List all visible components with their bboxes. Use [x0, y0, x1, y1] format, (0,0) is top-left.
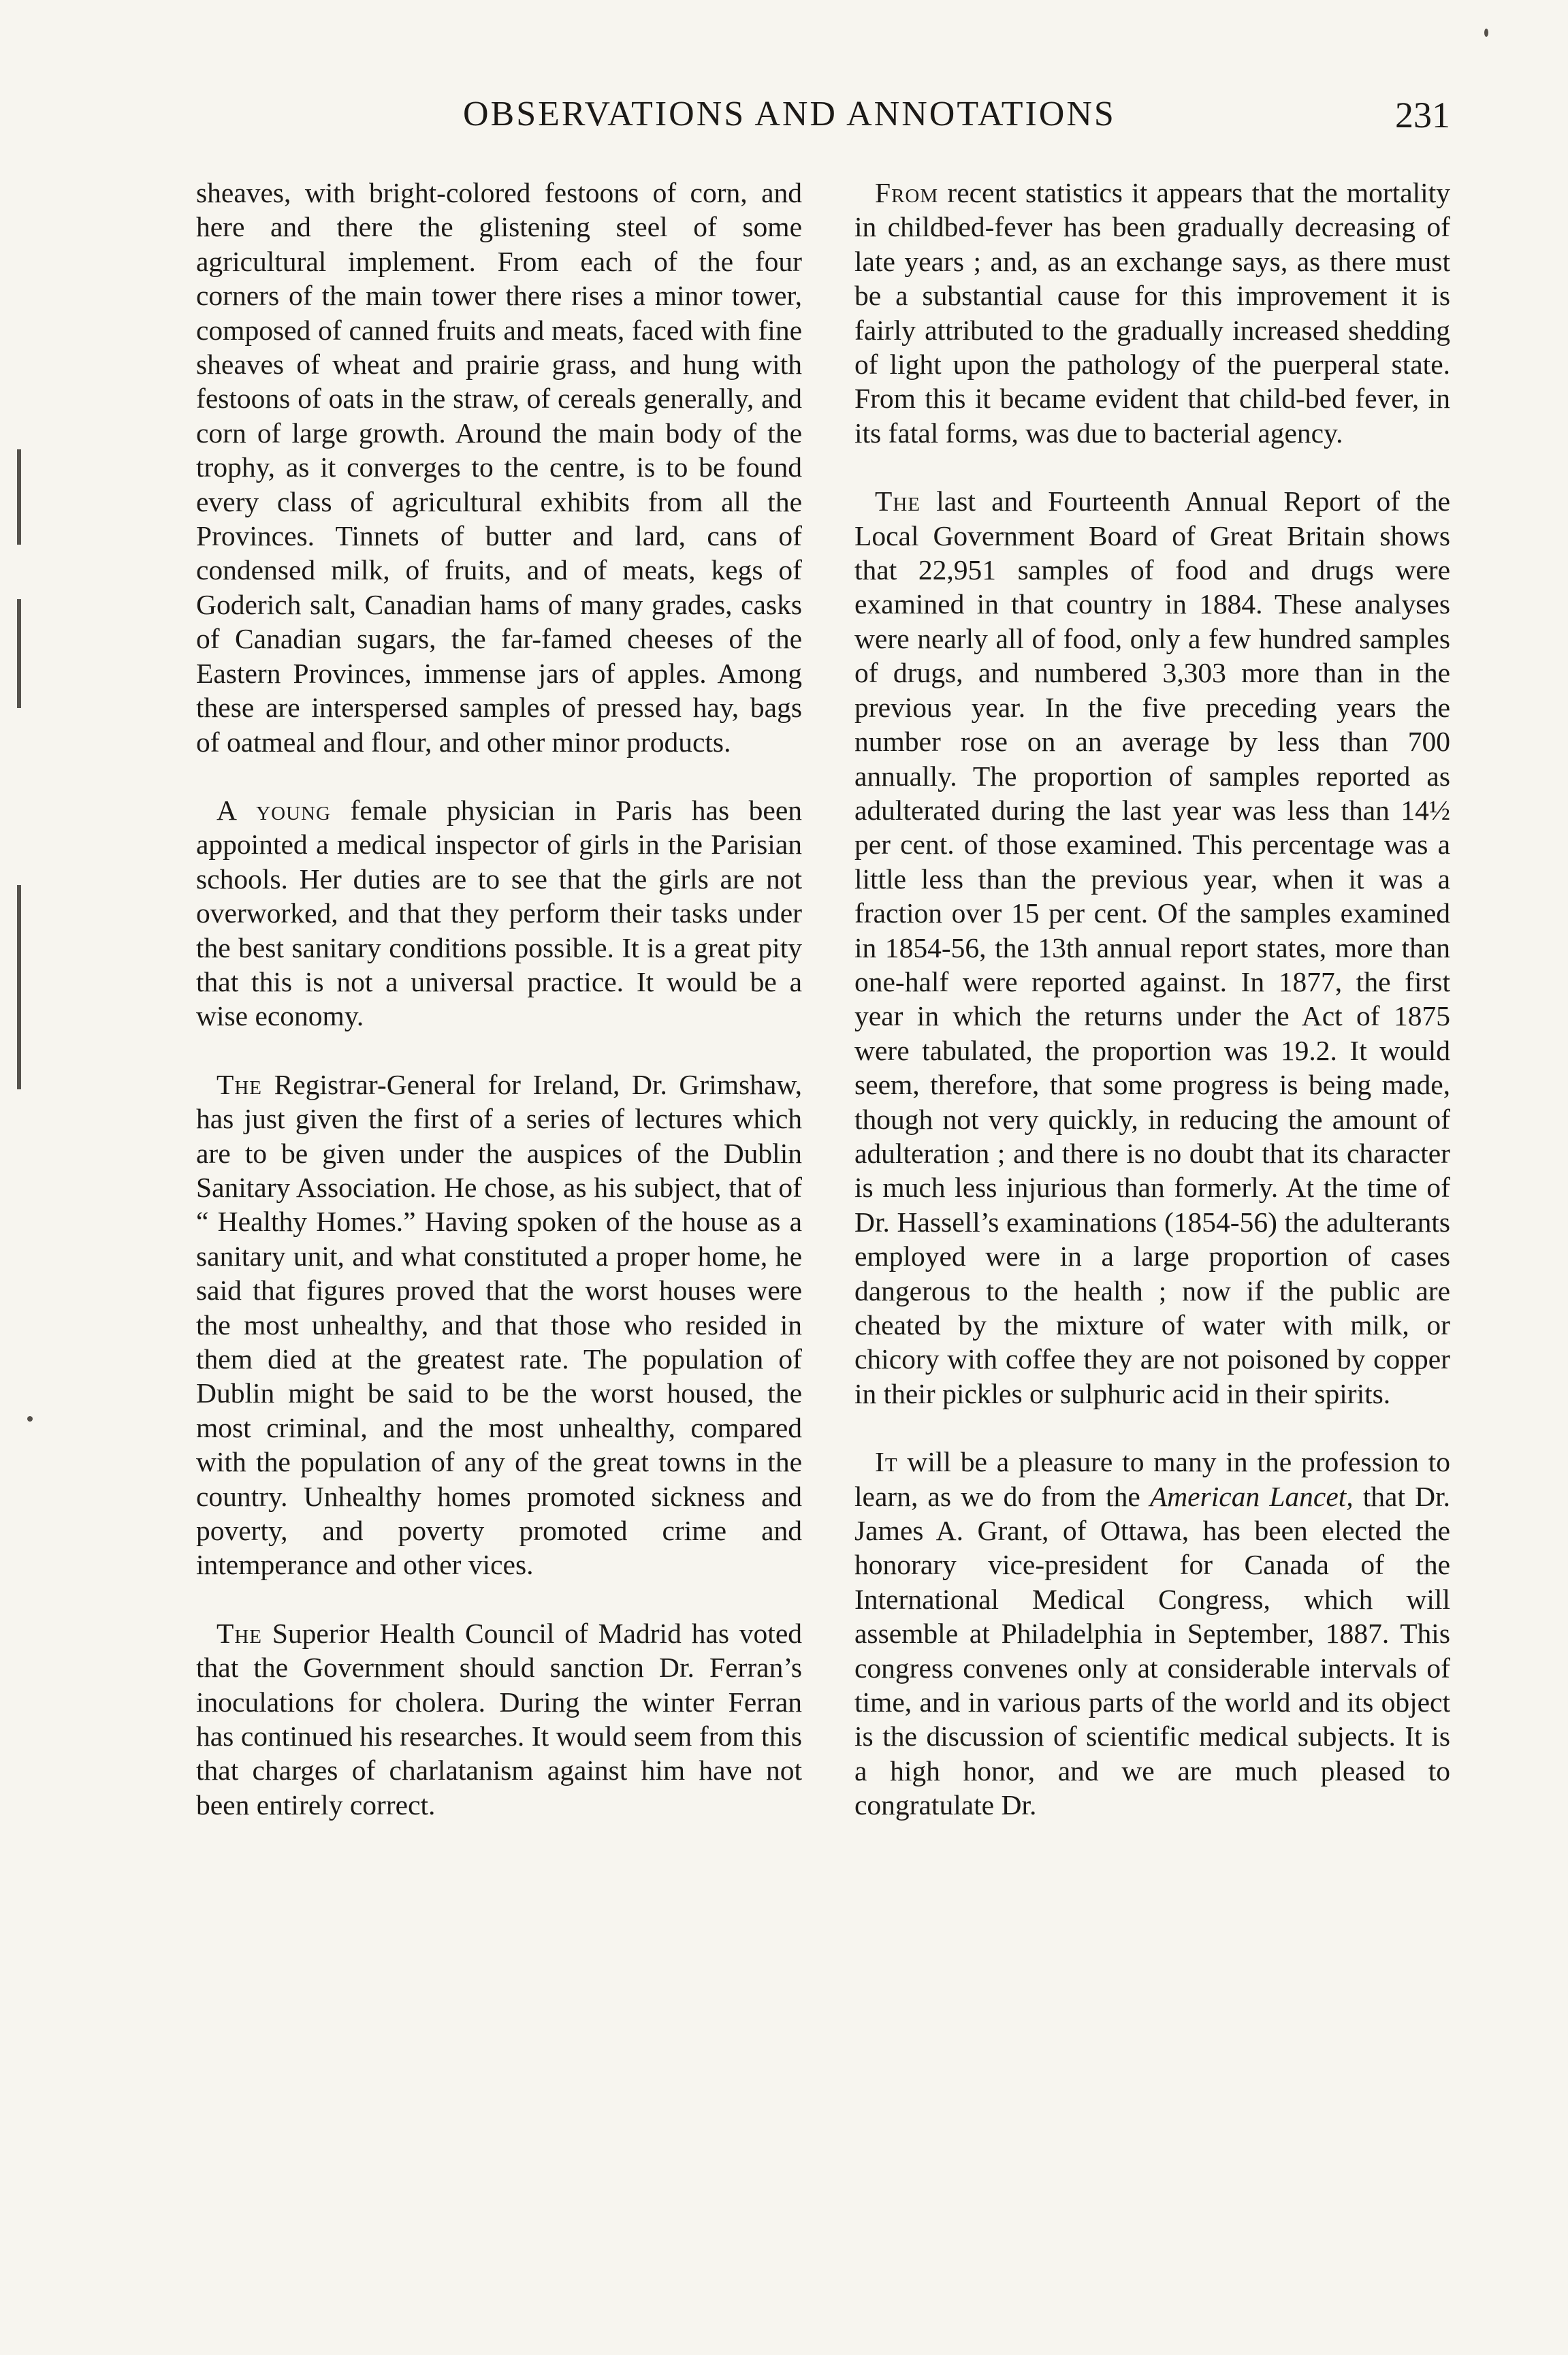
- paragraph-text: Superior Health Council of Madrid has voted that the Government should sanction Dr. Ferran’s inoculations for cholera. During the winter Ferran has continued his researches. It would seem from this that charges of charlatanism against him have not been entirely correct.: [196, 1617, 802, 1821]
- paragraph-text: last and Fourteenth Annual Report of the Local Government Board of Great Britain shows that 22,951 samples of food and drugs were examined in that country in 1884. These analyses were nearly all of food, only a few hundred samples of drugs, and numbered 3,303 more than in the previous year. In the five preceding years the number rose on an average by less than 700 annually. The proportion of samples reported as adulterated during the last year was less than 14½ per cent. of those examined. This percentage was a little less than the previous year, when it was a fraction over 15 per cent. Of the samples examined in 1854-56, the 13th annual report states, more than one-half were reported against. In 1877, the first year in which the returns under the Act of 1875 were tabulated, the proportion was 19.2. It would seem, therefore, that some progress is being made, though not very quickly, in reducing the amount of adulteration ; and there is no doubt that its character is much less injurious than formerly. At the time of Dr. Hassell’s examinations (1854-56) the adulterants employed were in a large proportion of cases dangerous to the health ; now if the public are cheated by the mixture of water with milk, or chicory with coffee they are not poisoned by copper in their pickles or sulphuric acid in their spirits.: [854, 485, 1450, 1409]
- journal-title: American Lancet,: [1149, 1480, 1354, 1512]
- left-column: [196, 176, 802, 1856]
- paragraph-lead: A young: [217, 794, 331, 826]
- paragraph-lead: The: [875, 485, 921, 517]
- right-column: [854, 176, 1450, 1857]
- paragraph: [196, 176, 802, 759]
- paragraph: [854, 176, 1450, 450]
- paragraph: [196, 793, 802, 1034]
- page-number: 231: [1395, 95, 1450, 135]
- margin-mark: [17, 599, 21, 708]
- ink-speck: [27, 1416, 33, 1422]
- paragraph-text: recent statistics it appears that the mortality in childbed-fever has been gradually decreasing of late years ; and, as an exchange says, as there must be a substantial cause for this improvement it is fairly attributed to the gradually increased shedding of light upon the pathology of the puerperal state. From this it became evident that child-bed fever, in its fatal forms, was due to bacterial agency.: [854, 177, 1450, 449]
- running-title: OBSERVATIONS AND ANNOTATIONS: [463, 95, 1116, 133]
- paragraph-text: that Dr. James A. Grant, of Ottawa, has been elected the honorary vice-president for Canada of the International Medical Congress, which will assemble at Philadelphia in September, 1887. This congress convenes only at considerable intervals of time, and in various parts of the world and its object is the discussion of scientific medical subjects. It is a high honor, and we are much pleased to congratulate Dr.: [854, 1480, 1450, 1821]
- paragraph-lead: The: [217, 1068, 263, 1100]
- paragraph: [854, 484, 1450, 1411]
- paragraph-text: sheaves, with bright-colored festoons of corn, and here and there the glistening steel of some agricultural implement. From each of the four corners of the main tower there rises a minor tower, composed of canned fruits and meats, faced with fine sheaves of wheat and prairie grass, and hung with festoons of oats in the straw, of cereals generally, and corn of large growth. Around the main body of the trophy, as it converges to the centre, is to be found every class of agricultural exhibits from all the Provinces. Tinnets of butter and lard, cans of condensed milk, of fruits, and of meats, kegs of Goderich salt, Canadian hams of many grades, casks of Canadian sugars, the far-famed cheeses of the Eastern Provinces, immense jars of apples. Among these are interspersed samples of pressed hay, bags of oatmeal and flour, and other minor products.: [196, 177, 802, 758]
- ink-speck: [1484, 29, 1488, 37]
- paragraph-text: Registrar-General for Ireland, Dr. Grimshaw, has just given the first of a series of lectures which are to be given under the auspices of the Dublin Sanitary Association. He chose, as his subject, that of “ Healthy Homes.” Having spoken of the house as a sanitary unit, and what constituted a proper home, he said that figures proved that the worst houses were the most unhealthy, and that those who resided in them died at the greatest rate. The population of Dublin might be said to be the worst housed, the most criminal, and the most unhealthy, compared with the population of any of the great towns in the country. Unhealthy homes promoted sickness and poverty, and poverty promoted crime and intemperance and other vices.: [196, 1068, 802, 1581]
- running-header: [463, 94, 1450, 142]
- paragraph: [854, 1445, 1450, 1822]
- paragraph: [196, 1616, 802, 1822]
- margin-mark: [17, 885, 21, 1089]
- paragraph-lead: The: [217, 1617, 263, 1649]
- margin-mark: [17, 449, 21, 545]
- paragraph-lead: From: [875, 177, 939, 208]
- paragraph-lead: It: [875, 1446, 898, 1478]
- paragraph-text: will be a pleasure to many in the profession to learn, as we do from the: [854, 1446, 1450, 1512]
- paragraph-text: female physician in Paris has been appointed a medical inspector of girls in the Parisian schools. Her duties are to see that the girls are not overworked, and that they perform their tasks under the best sanitary conditions possible. It is a great pity that this is not a universal practice. It would be a wise economy.: [196, 794, 802, 1032]
- paragraph: [196, 1068, 802, 1582]
